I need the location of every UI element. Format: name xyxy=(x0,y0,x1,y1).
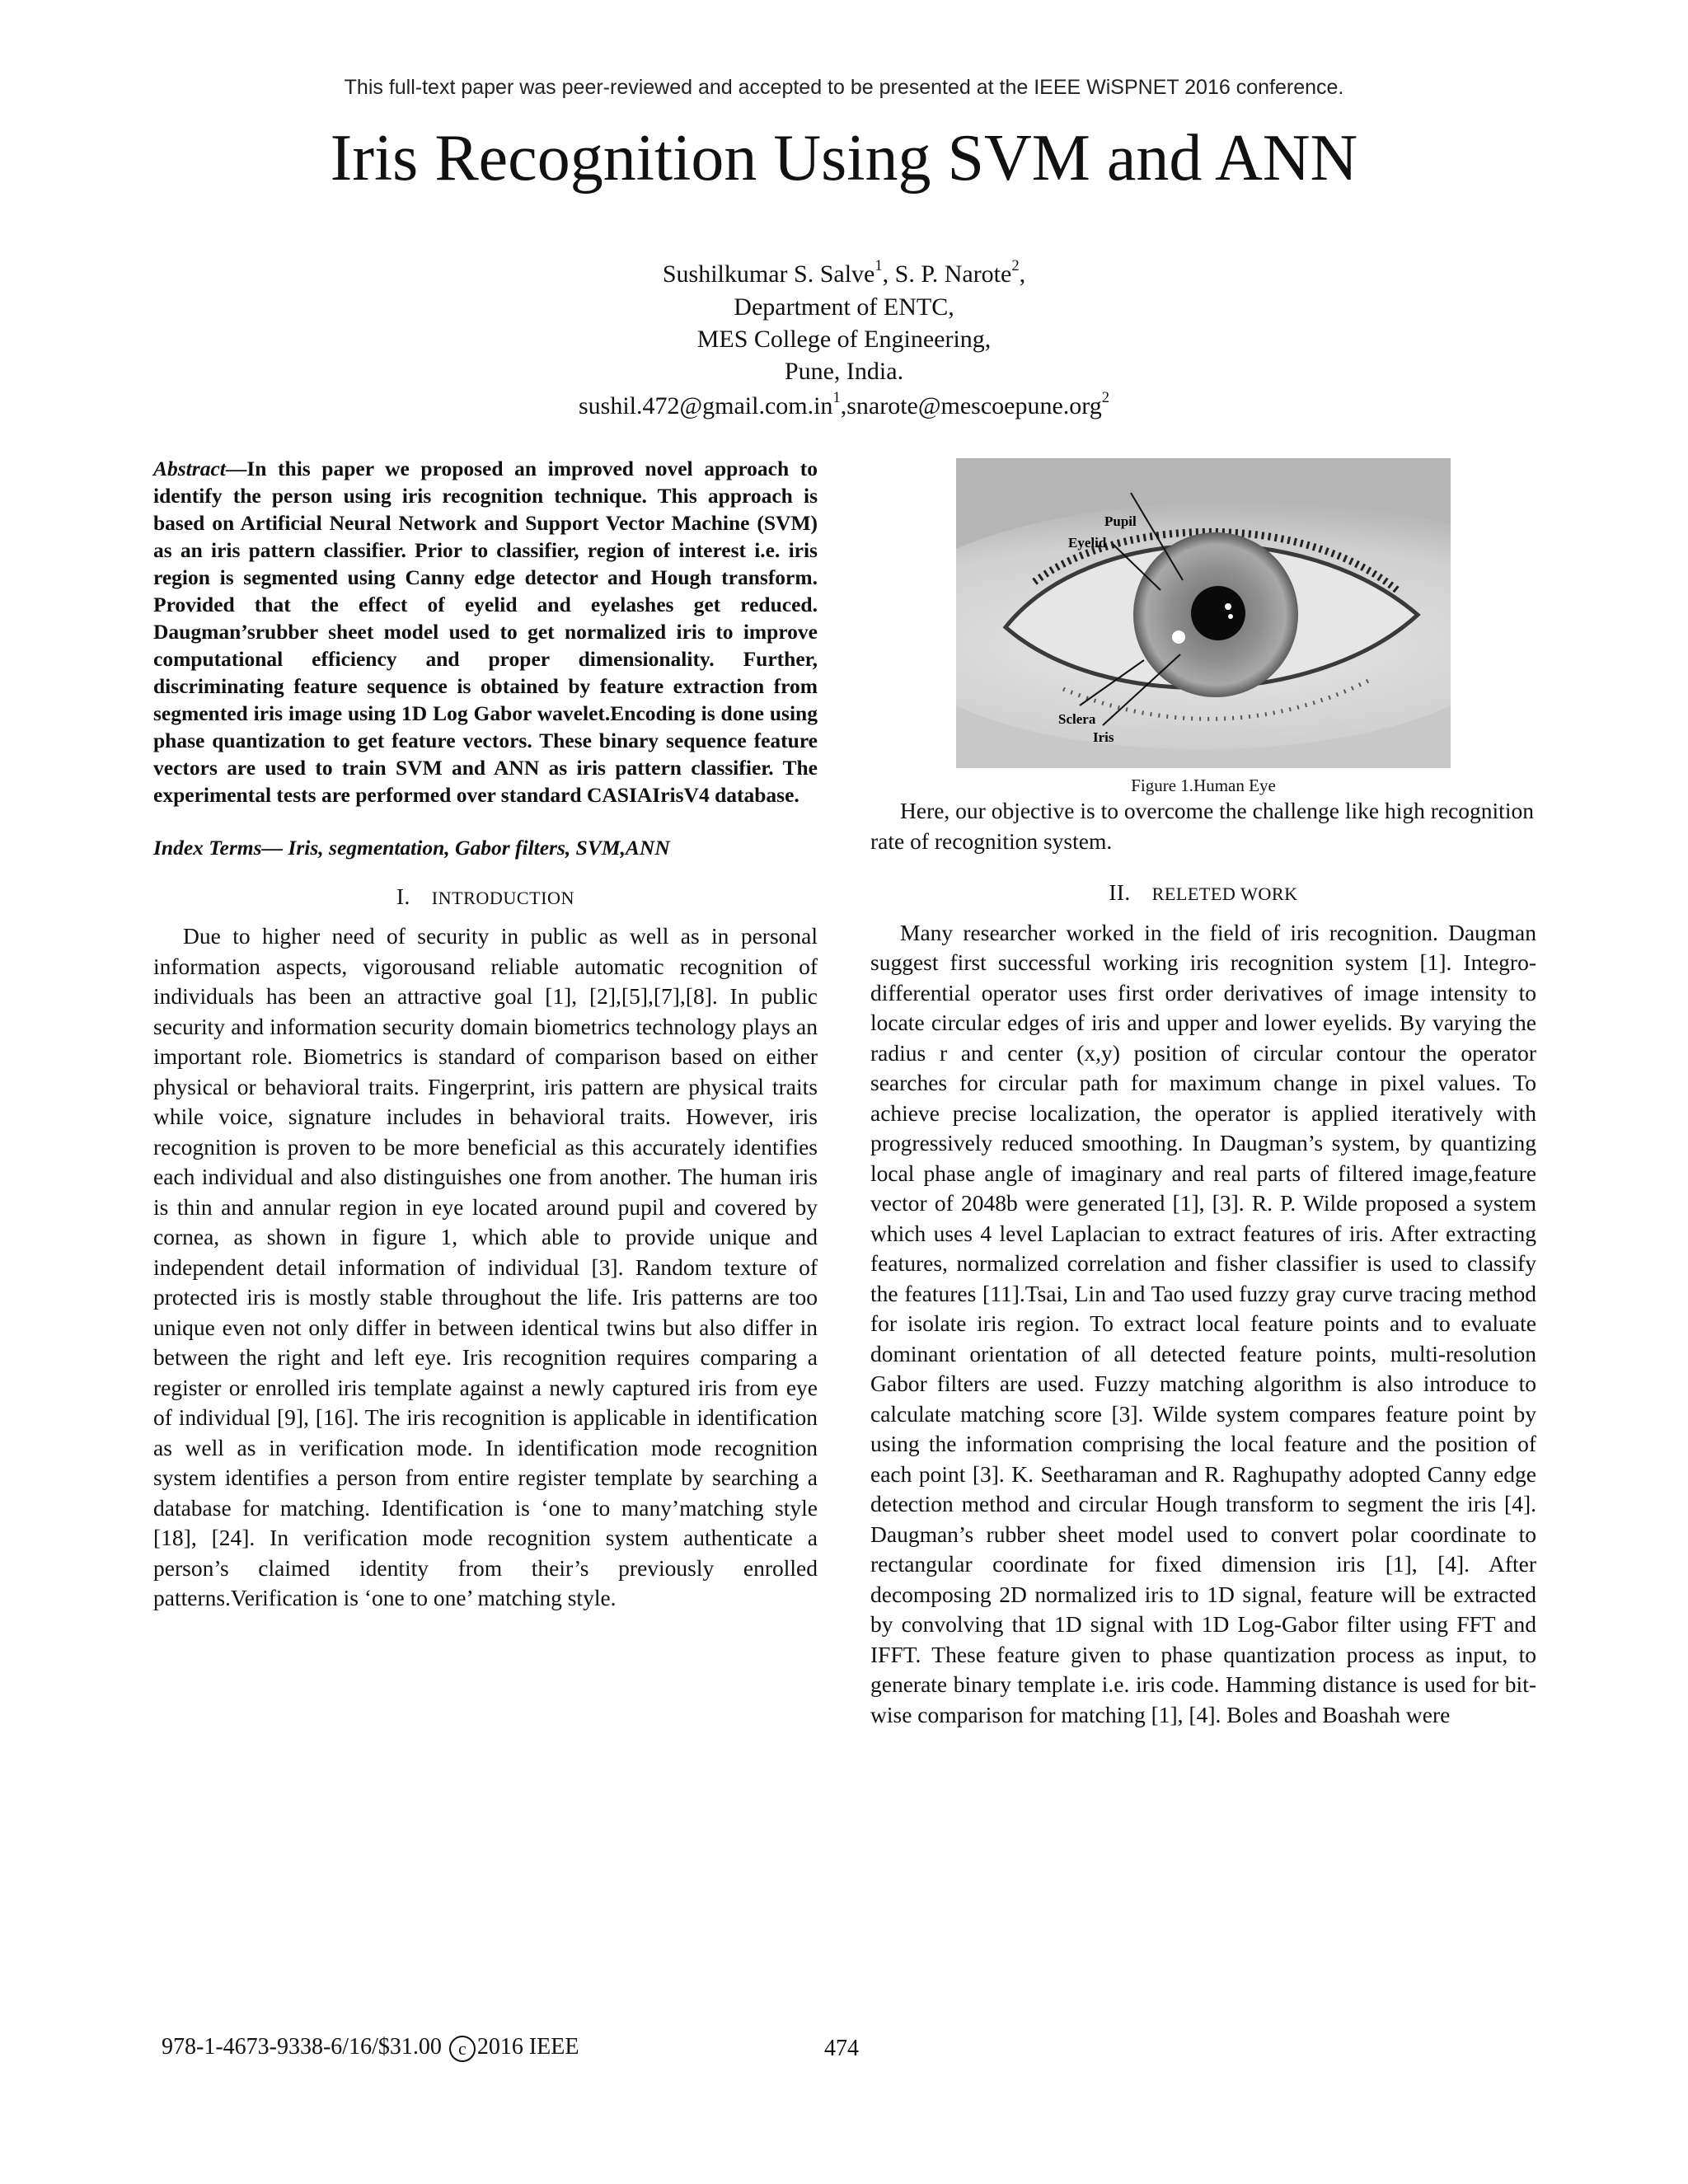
footer-year-ieee: 2016 IEEE xyxy=(476,2034,579,2060)
section-1-title: INTRODUCTION xyxy=(431,887,574,908)
label-eyelid: Eyelid xyxy=(1068,535,1107,551)
author-city: Pune, India. xyxy=(784,358,904,385)
email-2[interactable]: ,snarote@mescoepune.org xyxy=(840,392,1102,419)
section-1-body: Due to higher need of security in public as well as in personal information aspects, vigorousand reliable automatic recognition of individuals has been an attractive goal [1], [2],[5],[7],[8]. In public security and information security domain biometrics technology plays an important role. Biometrics is standard of comparison based on either physical or behavioral traits. Fingerprint, iris pattern are physical traits while voice, signature includes in behavioral traits. However, iris recognition is proven to be more beneficial as this accurately identifies each individual and also distinguishes one from another. The human iris is thin and annular region in eye located around pupil and covered by cornea, as shown in figure 1, which able to provide unique and independent detail information of individual [3]. Random texture of protected iris is mostly stable throughout the life. Iris patterns are too unique even not only differ in between identical twins but also differ in between the right and left eye. Iris recognition requires comparing a register or enrolled iris template against a newly captured iris from eye of individual [9], [16]. The iris recognition is applicable in identification as well as in verification mode. In identification mode recognition system identifies a person from entire register template by searching a database for matching. Identification is ‘one to many’matching style [18], [24]. In verification mode recognition system authenticate a person’s claimed identity from their’s previously enrolled patterns.Verification is ‘one to one’ matching style. xyxy=(153,923,818,1610)
paper-title: Iris Recognition Using SVM and ANN xyxy=(330,122,1358,194)
section-1-heading xyxy=(153,882,818,914)
figure-human-eye xyxy=(956,458,1451,768)
isbn-text: 978-1-4673-9338-6/16/$31.00 xyxy=(162,2034,442,2060)
copyright-symbol: c xyxy=(449,2036,476,2062)
pupil-highlight-1 xyxy=(1225,603,1231,610)
conference-banner: This full-text paper was peer-reviewed and accepted to be presented at the IEEE WiSPNET 2016 conference. xyxy=(344,76,1344,99)
abstract-lead: Abstract xyxy=(153,457,226,480)
section-2-body: Many researcher worked in the field of iris recognition. Daugman suggest first successful working iris recognition system [1]. Integro-differential operator uses first order derivatives of image intensity to locate circular edges of iris and upper and lower eyelids. By varying the radius r and center (x,y) position of circular contour the operator searches for circular path for maximum change in pixel values. To achieve precise localization, the operator is applied iteratively with progressively reduced smoothing. In Daugman’s system, by quantizing local phase angle of imaginary and real parts of filtered image,feature vector of 2048b were generated [1], [3]. R. P. Wilde proposed a system which uses 4 level Laplacian to extract features of iris. After extracting features, normalized correlation and fisher classifier is used to classify the features [11].Tsai, Lin and Tao used fuzzy gray curve tracing method for isolate iris region. To extract local feature points and to evaluate dominant orientation of all detected feature points, multi-resolution Gabor filters are used. Fuzzy matching algorithm is also introduce to calculate matching score [3]. Wilde system compares feature point by using the information comprising the local feature and the position of each point [3]. K. Seetharaman and R. Raghupathy adopted Canny edge detection method and circular Hough transform to segment the iris [4]. Daugman’s rubber sheet model used to convert polar coordinate to rectangular coordinate for fixed dimension iris [1], [4]. After decomposing 2D normalized iris to 1D signal, feature will be extracted by convolving that 1D signal with 1D Log-Gabor filter using FFT and IFFT. These feature given to phase quantization process as input, to generate binary template i.e. iris code. Hamming distance is used for bit-wise comparison for matching [1], [4]. Boles and Boashah were xyxy=(870,919,1536,1727)
abstract-dash: — xyxy=(225,457,247,480)
specular-highlight xyxy=(1172,630,1185,644)
abstract xyxy=(153,455,818,808)
author-1-sup: 1 xyxy=(874,257,883,275)
author-2-sup: 2 xyxy=(1011,257,1020,275)
author-department: Department of ENTC, xyxy=(734,293,954,321)
author-2: S. P. Narote xyxy=(894,260,1012,288)
author-line xyxy=(0,257,1688,288)
email-1[interactable]: sushil.472@gmail.com.in xyxy=(578,392,833,419)
label-pupil: Pupil xyxy=(1104,513,1137,529)
section-2-title: RELETED WORK xyxy=(1151,883,1298,904)
lower-skin xyxy=(956,705,1451,768)
email-2-sup: 2 xyxy=(1101,389,1110,407)
email-1-sup: 1 xyxy=(832,389,841,407)
author-separator: , xyxy=(882,260,895,288)
author-emails xyxy=(0,389,1688,419)
pupil-shape xyxy=(1191,586,1245,640)
label-sclera: Sclera xyxy=(1058,711,1096,727)
label-iris: Iris xyxy=(1093,729,1114,745)
page-number: 474 xyxy=(824,2036,859,2061)
eye-illustration xyxy=(956,458,1451,768)
right-column xyxy=(870,455,1536,1730)
index-terms: Index Terms— Iris, segmentation, Gabor filters, SVM,ANN xyxy=(153,836,670,860)
figure-caption: Figure 1.Human Eye xyxy=(1131,776,1276,795)
section-1-number: I. xyxy=(396,883,410,909)
author-1: Sushilkumar S. Salve xyxy=(662,260,875,288)
pupil-highlight-2 xyxy=(1228,614,1233,619)
section-2-number: II. xyxy=(1109,880,1131,905)
author-college: MES College of Engineering, xyxy=(696,326,992,353)
objective-paragraph: Here, our objective is to overcome the challenge like high recognition rate of recognition system. xyxy=(870,798,1534,854)
left-column xyxy=(153,455,818,1614)
author-trail: , xyxy=(1019,260,1026,288)
section-2-heading xyxy=(870,878,1536,910)
footer-isbn xyxy=(162,2034,579,2062)
abstract-text: In this paper we proposed an improved novel approach to identify the person using iris recognition technique. This approach is based on Artificial Neural Network and Support Vector Machine (SVM) as an iris pattern classifier. Prior to classifier, region of interest i.e. iris region is segmented using Canny edge detector and Hough transform. Provided that the effect of eyelid and eyelashes get reduced. Daugman’srubber sheet model used to get normalized iris to improve computational efficiency and proper dimensionality. Further, discriminating feature sequence is obtained by feature extraction from segmented iris image using 1D Log Gabor wavelet.Encoding is done using phase quantization to get feature vectors. These binary sequence feature vectors are used to train SVM and ANN as iris pattern classifier. The experimental tests are performed over standard CASIAIrisV4 database. xyxy=(153,457,818,807)
